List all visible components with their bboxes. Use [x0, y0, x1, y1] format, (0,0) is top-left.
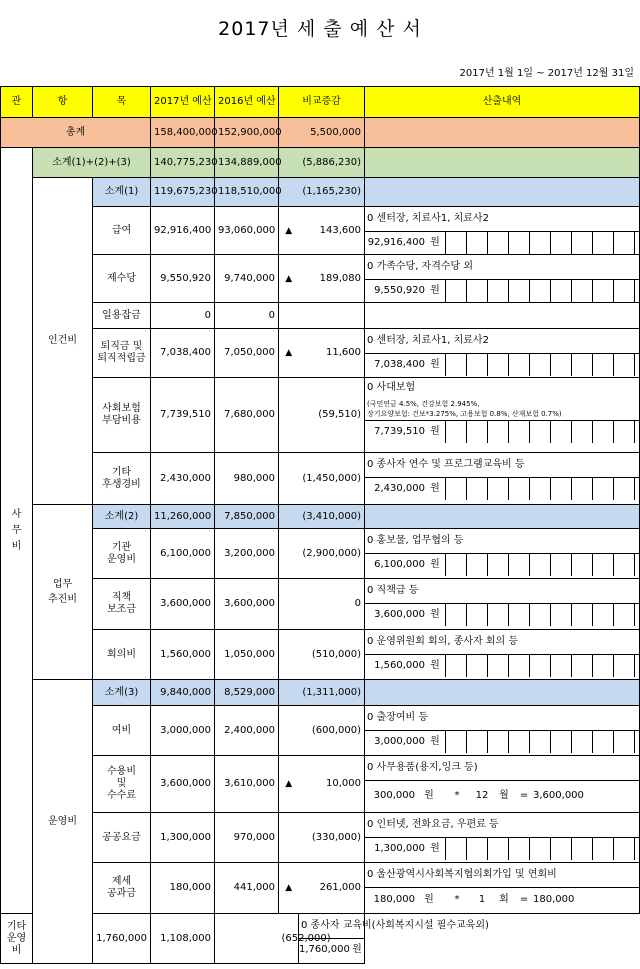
amount-2016: 7,050,000 [215, 329, 279, 378]
diff-value: 261,000 [299, 863, 365, 914]
table-row [1, 255, 640, 303]
desc-text: 0 직책급 등 [365, 579, 639, 604]
amount-2017: 180,000 [151, 863, 215, 914]
desc-text: 0 센터장, 치료사1, 치료사2 [365, 329, 639, 354]
won-unit: 원 [430, 609, 440, 620]
mok-label: 회의비 [93, 630, 151, 680]
diff-value: (600,000) [299, 706, 365, 756]
won-unit: 원 [430, 359, 440, 370]
subtotal-all-label: 소계(1)+(2)+(3) [33, 148, 151, 178]
calc-amount: 2,430,000 [374, 483, 426, 494]
increase-icon: ▲ [279, 756, 299, 813]
table-row [1, 329, 640, 378]
desc-cell [365, 255, 640, 303]
won-unit: 원 [430, 483, 440, 494]
desc-cell [365, 378, 640, 453]
subtotal-1-2017: 119,675,230 [151, 178, 215, 207]
header-2017: 2017년 예산 [151, 87, 215, 118]
equals-sign: = [519, 894, 529, 905]
subtotal-2-2016: 7,850,000 [215, 505, 279, 529]
desc-cell [365, 579, 640, 630]
subtotal-3-row [1, 680, 640, 706]
subtotal-all-2017: 140,775,230 [151, 148, 215, 178]
mok-label: 제세 공과금 [93, 863, 151, 914]
total-row [1, 118, 640, 148]
desc-cell [365, 706, 640, 756]
amount-2016: 7,680,000 [215, 378, 279, 453]
increase-icon: ▲ [279, 329, 299, 378]
diff-value: (652,000) [279, 914, 299, 964]
amount-2017: 1,300,000 [151, 813, 215, 863]
header-desc: 산출내역 [365, 87, 640, 118]
table-row [1, 378, 640, 453]
amount-2017: 1,560,000 [151, 630, 215, 680]
equals-sign: = [519, 790, 529, 801]
mok-label: 공공요금 [93, 813, 151, 863]
table-row [1, 207, 640, 255]
amount-2017: 2,430,000 [151, 453, 215, 505]
table-row [1, 914, 640, 964]
mok-label: 기타 운영비 [1, 914, 33, 964]
calc-amount: 6,100,000 [374, 559, 426, 570]
calc-amount: 180,000 [373, 894, 416, 905]
gwan-label: 사 무 비 [1, 148, 33, 914]
amount-2017: 1,760,000 [93, 914, 151, 964]
total-2017: 158,400,000 [151, 118, 215, 148]
amount-2016: 93,060,000 [215, 207, 279, 255]
desc-cell [365, 329, 640, 378]
total-2016: 152,900,000 [215, 118, 279, 148]
subtotal-1-label: 소계(1) [93, 178, 151, 207]
amount-2016: 3,610,000 [215, 756, 279, 813]
hang-operating: 운영비 [33, 680, 93, 964]
calc-amount: 7,739,510 [374, 426, 426, 437]
diff-value: (330,000) [299, 813, 365, 863]
calc-result: 3,600,000 [533, 790, 584, 801]
subtotal-3-diff: (1,311,000) [279, 680, 365, 706]
desc-text: 0 종사자 교육비(사회복지시설 필수교육외) [299, 914, 364, 939]
subtotal-1-diff: (1,165,230) [279, 178, 365, 207]
subtotal-all-2016: 134,889,000 [215, 148, 279, 178]
hang-business: 업무 추진비 [33, 505, 93, 680]
desc-cell [299, 914, 489, 964]
diff-value: 143,600 [299, 207, 365, 255]
subtotal-all-row [1, 148, 640, 178]
page-title: 2017년 세 출 예 산 서 [218, 18, 422, 40]
calc-amount: 300,000 [373, 790, 416, 801]
mok-label: 여비 [93, 706, 151, 756]
insurance-note-1: (국민연금 4.5%, 건강보험 2.945%, [367, 400, 480, 408]
desc-text: 0 종사자 연수 및 프로그램교육비 등 [365, 453, 639, 478]
hang-personnel: 인건비 [33, 178, 93, 505]
subtotal-1-row [1, 178, 640, 207]
calc-count: 1 [478, 894, 486, 905]
header-2016: 2016년 예산 [215, 87, 279, 118]
table-row [1, 630, 640, 680]
desc-text: 0 운영위원회 회의, 종사자 회의 등 [365, 630, 639, 655]
calc-amount: 1,760,000 [299, 944, 350, 955]
subtotal-all-diff: (5,886,230) [279, 148, 365, 178]
won-unit: 원 [430, 237, 440, 248]
amount-2017: 9,550,920 [151, 255, 215, 303]
mok-label: 기타 후생경비 [93, 453, 151, 505]
desc-cell [365, 756, 640, 813]
won-unit: 원 [424, 894, 434, 905]
amount-2016: 3,200,000 [215, 529, 279, 579]
multiply-sign: * [454, 790, 460, 801]
desc-text: 0 출장여비 등 [365, 706, 639, 731]
calc-unit: 월 [499, 790, 509, 801]
increase-icon: ▲ [279, 207, 299, 255]
mok-label: 급여 [93, 207, 151, 255]
header-gwan: 관 [1, 87, 33, 118]
amount-2016: 0 [215, 303, 279, 329]
desc-text: 0 인터넷, 전화요금, 우편료 등 [365, 813, 639, 838]
calc-result: 180,000 [533, 894, 575, 905]
amount-2017: 0 [151, 303, 215, 329]
calc-amount: 3,600,000 [374, 609, 426, 620]
desc-text: 0 홍보물, 업무협의 등 [365, 529, 639, 554]
table-row [1, 529, 640, 579]
desc-cell [365, 529, 640, 579]
calc-amount: 9,550,920 [374, 285, 426, 296]
calc-amount: 1,300,000 [374, 843, 426, 854]
total-label: 총계 [1, 118, 151, 148]
mok-label: 제수당 [93, 255, 151, 303]
multiply-sign: * [454, 894, 460, 905]
header-hang: 항 [33, 87, 93, 118]
desc-text: 0 사무용품(용지,잉크 등) [365, 756, 639, 781]
header-row [1, 87, 640, 118]
amount-2016: 3,600,000 [215, 579, 279, 630]
desc-cell [365, 207, 640, 255]
calc-amount: 92,916,400 [367, 237, 426, 248]
calc-unit: 회 [499, 894, 509, 905]
won-unit: 원 [430, 843, 440, 854]
amount-2016: 9,740,000 [215, 255, 279, 303]
subtotal-3-2016: 8,529,000 [215, 680, 279, 706]
amount-2016: 441,000 [215, 863, 279, 914]
desc-text: 0 울산광역시사회복지협의회가입 및 연회비 [365, 863, 639, 888]
increase-icon: ▲ [279, 863, 299, 914]
table-row [1, 813, 640, 863]
budget-period: 2017년 1월 1일 ~ 2017년 12월 31일 [459, 68, 634, 79]
amount-2017: 92,916,400 [151, 207, 215, 255]
amount-2016: 1,050,000 [215, 630, 279, 680]
subtotal-2-row [1, 505, 640, 529]
increase-icon: ▲ [279, 255, 299, 303]
calc-amount: 7,038,400 [374, 359, 426, 370]
subtotal-2-2017: 11,260,000 [151, 505, 215, 529]
desc-cell [365, 453, 640, 505]
diff-value: 10,000 [299, 756, 365, 813]
won-unit: 원 [430, 660, 440, 671]
budget-table [0, 86, 640, 964]
total-diff: 5,500,000 [279, 118, 365, 148]
amount-2016: 1,108,000 [151, 914, 215, 964]
desc-text: 0 센터장, 치료사1, 치료사2 [365, 207, 639, 232]
amount-2017: 3,000,000 [151, 706, 215, 756]
amount-2017: 7,739,510 [151, 378, 215, 453]
diff-value: (1,450,000) [299, 453, 365, 505]
mok-label: 사회보험 부담비용 [93, 378, 151, 453]
calc-amount: 1,560,000 [374, 660, 426, 671]
calc-amount: 3,000,000 [374, 736, 426, 747]
mok-label: 기관 운영비 [93, 529, 151, 579]
subtotal-2-diff: (3,410,000) [279, 505, 365, 529]
insurance-note-2: 장기요양보험: 건보*3.275%, 고용보험 0.8%, 산재보험 0.7%) [367, 410, 562, 418]
desc-cell [365, 863, 640, 914]
won-unit: 원 [424, 790, 434, 801]
desc-text: 0 가족수당, 자격수당 외 [365, 255, 639, 280]
table-row [1, 756, 640, 813]
subtotal-3-label: 소계(3) [93, 680, 151, 706]
header-diff: 비교증감 [279, 87, 365, 118]
won-unit: 원 [430, 736, 440, 747]
diff-value: (59,510) [299, 378, 365, 453]
amount-2016: 980,000 [215, 453, 279, 505]
table-row [1, 453, 640, 505]
calc-count: 12 [475, 790, 489, 801]
diff-value: (510,000) [299, 630, 365, 680]
diff-value: 11,600 [299, 329, 365, 378]
table-row [1, 579, 640, 630]
mok-label: 직책 보조금 [93, 579, 151, 630]
amount-2017: 7,038,400 [151, 329, 215, 378]
mok-label: 일용잡금 [93, 303, 151, 329]
mok-label: 수용비 및 수수료 [93, 756, 151, 813]
table-row [1, 863, 640, 914]
desc-cell [365, 630, 640, 680]
won-unit: 원 [352, 944, 362, 955]
subtotal-3-2017: 9,840,000 [151, 680, 215, 706]
subtotal-2-label: 소계(2) [93, 505, 151, 529]
desc-text: 0 사대보험 [367, 382, 416, 393]
diff-value: (2,900,000) [299, 529, 365, 579]
diff-value: 189,080 [299, 255, 365, 303]
amount-2017: 3,600,000 [151, 579, 215, 630]
subtotal-1-2016: 118,510,000 [215, 178, 279, 207]
amount-2016: 2,400,000 [215, 706, 279, 756]
header-mok: 목 [93, 87, 151, 118]
won-unit: 원 [430, 426, 440, 437]
mok-label: 퇴직금 및 퇴직적립금 [93, 329, 151, 378]
desc-cell [365, 813, 640, 863]
table-row [1, 303, 640, 329]
won-unit: 원 [430, 559, 440, 570]
won-unit: 원 [430, 285, 440, 296]
amount-2017: 6,100,000 [151, 529, 215, 579]
table-row [1, 706, 640, 756]
amount-2017: 3,600,000 [151, 756, 215, 813]
amount-2016: 970,000 [215, 813, 279, 863]
diff-value: 0 [299, 579, 365, 630]
